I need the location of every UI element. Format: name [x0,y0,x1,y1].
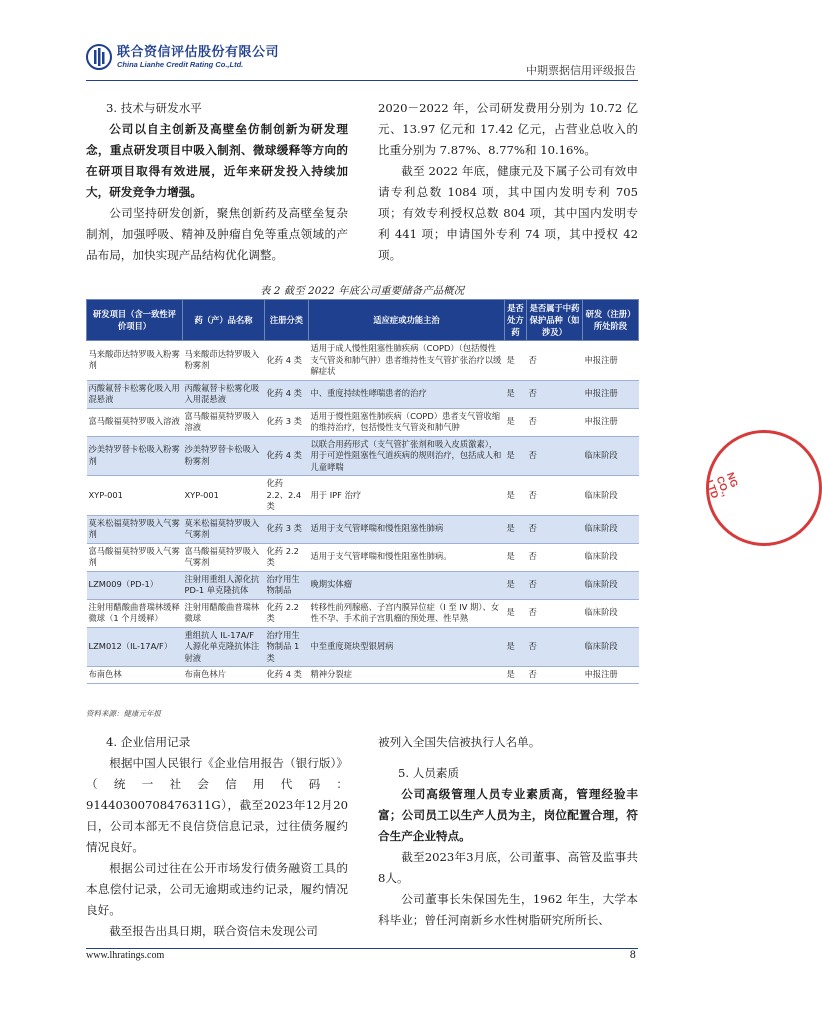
table-row [87,476,639,516]
table-cell: 化药 3 类 [265,515,309,543]
tech-paragraph: 公司坚持研发创新，聚焦创新药及高壁垒复杂制剂，加强呼吸、精神及肿瘤自免等重点领域的产品布局，加快实现产品结构优化调整。 [86,206,348,262]
right-column-bottom [378,732,638,931]
table-cell: 丙酸氟替卡松雾化吸入用混悬液 [183,380,265,408]
rd-expense-paragraph: 2020－2022 年，公司研发费用分别为 10.72 亿元、13.97 亿元和 17.42 亿元，占营业总收入的比重分别为 7.87%、8.77%和 10.16%。 [378,101,638,157]
logo-chinese-name: 联合资信评估股份有限公司 [117,45,280,60]
table-cell: 以联合用药形式（支气管扩张剂和吸入皮质激素），用于可逆性阻塞性气道疾病的规则治疗，包括成人和儿童哮喘 [309,436,505,476]
table-row [87,408,639,436]
footer-divider [86,948,638,949]
table-cell: 丙酸氟替卡松雾化吸入用混悬液 [87,380,183,408]
left-column-bottom [86,732,348,942]
table-cell: 申报注册 [583,380,639,408]
section-heading-credit: 4. 企业信用记录 [106,735,191,749]
table-cell: 是 [505,476,527,516]
table-row [87,380,639,408]
credit-continuation: 被列入全国失信被执行人名单。 [378,735,541,749]
staff-paragraph-1: 截至2023年3月底，公司董事、高管及监事共8人。 [378,850,638,885]
table-cell: 是 [505,408,527,436]
seal-text: NG CO., LTD [703,471,740,501]
table-cell: 精神分裂症 [309,667,505,684]
table-cell: 布南色林 [87,667,183,684]
table-cell: 否 [527,667,583,684]
section-heading-tech: 3. 技术与研发水平 [106,101,202,115]
table-cell: 申报注册 [583,408,639,436]
table-cell: 中至重度斑块型银屑病 [309,627,505,667]
table-cell: 布南色林片 [183,667,265,684]
table-row [87,436,639,476]
table-cell: 马来酸茚达特罗吸入粉雾剂 [183,341,265,381]
table-cell: 富马酸福莫特罗吸入溶液 [183,408,265,436]
table-row [87,667,639,684]
footer-website[interactable]: www.lhratings.com [86,950,165,961]
table-cell: 治疗用生物制品 1 类 [265,627,309,667]
table-cell: 临床阶段 [583,599,639,627]
table-cell: 马来酸茚达特罗吸入粉雾剂 [87,341,183,381]
staff-summary: 公司高级管理人员专业素质高，管理经验丰富；公司员工以生产人员为主，岗位配置合理，符合生产企业特点。 [378,787,638,843]
table-cell: 适用于慢性阻塞性肺疾病（COPD）患者支气管收缩的维持治疗，包括慢性支气管炎和肺气肿 [309,408,505,436]
table-cell: 临床阶段 [583,627,639,667]
table-cell: 注射用醋酸曲普瑞林缓释微球（1 个月缓释） [87,599,183,627]
table-row [87,515,639,543]
table-cell: 重组抗人 IL-17A/F 人源化单克隆抗体注射液 [183,627,265,667]
table-cell: LZM012（IL-17A/F） [87,627,183,667]
table-cell: 临床阶段 [583,543,639,571]
page-number: 8 [629,950,636,961]
table-header-row [87,300,639,341]
table-cell: 莫米松福莫特罗吸入气雾剂 [183,515,265,543]
header-divider [86,80,638,81]
table-row [87,627,639,667]
table-cell: 否 [527,380,583,408]
table-cell: 否 [527,627,583,667]
table-header: 是否处方药 [505,300,527,341]
table-cell: 沙美特罗替卡松吸入粉雾剂 [183,436,265,476]
table-row [87,341,639,381]
table-cell: 临床阶段 [583,515,639,543]
table-source: 资料来源：健康元年报 [86,709,161,718]
table-cell: 转移性前列腺癌、子宫内膜异位症（I 至 IV 期）、女性不孕、手术前子宫肌瘤的预处理、性早熟 [309,599,505,627]
table-body [87,341,639,684]
patent-paragraph: 截至 2022 年底，健康元及下属子公司有效申请专利总数 1084 项，其中国内发明专利 705 项；有效专利授权总数 804 项，其中国内发明专利 441 项；申请国外专利 74 项，其中授权 42 项。 [378,164,638,262]
table-title: 表 2 截至 2022 年底公司重要储备产品概况 [259,285,465,297]
table-cell: 否 [527,515,583,543]
lianhe-logo-icon [86,44,112,70]
table-header: 适应症或功能主治 [309,300,505,341]
table-cell: 是 [505,436,527,476]
table-cell: 是 [505,667,527,684]
table-cell: XYP-001 [87,476,183,516]
table-cell: 晚期实体瘤 [309,571,505,599]
table-cell: 是 [505,380,527,408]
table-cell: 申报注册 [583,341,639,381]
logo-english-name: China Lianhe Credit Rating Co.,Ltd. [117,60,244,69]
table-cell: 化药 3 类 [265,408,309,436]
right-column-top [378,98,638,266]
table-cell: 用于 IPF 治疗 [309,476,505,516]
table-cell: 否 [527,476,583,516]
table-cell: 是 [505,543,527,571]
table-cell: 否 [527,571,583,599]
table-cell: 是 [505,571,527,599]
table-cell: 是 [505,341,527,381]
table-cell: 化药 2.2 类 [265,543,309,571]
table-header: 研发（注册）所处阶段 [583,300,639,341]
table-cell: 否 [527,543,583,571]
table-row [87,543,639,571]
credit-paragraph-3: 截至报告出具日期，联合资信未发现公司 [109,924,318,938]
tech-summary: 公司以自主创新及高壁垒仿制创新为研发理念，重点研发项目中吸入制剂、微球缓释等方向的在研项目取得有效进展，近年来研发投入持续加大，研发竞争力增强。 [86,122,348,199]
report-title: 中期票据信用评级报告 [526,64,636,77]
left-column-top [86,98,348,266]
table-cell: 富马酸福莫特罗吸入气雾剂 [87,543,183,571]
table-header: 药（产）品名称 [183,300,265,341]
table-header: 研发项目（含一致性评价项目） [87,300,183,341]
table-cell: 申报注册 [583,667,639,684]
table-cell: 化药 4 类 [265,341,309,381]
table-cell: 适用于成人慢性阻塞性肺疾病（COPD）（包括慢性支气管炎和肺气肿）患者维持性支气管扩张治疗以缓解症状 [309,341,505,381]
table-cell: 否 [527,341,583,381]
table-cell: 临床阶段 [583,476,639,516]
table-row [87,571,639,599]
table-row [87,599,639,627]
table-cell: 中、重度持续性哮喘患者的治疗 [309,380,505,408]
table-cell: 化药 4 类 [265,380,309,408]
table-header: 注册分类 [265,300,309,341]
credit-paragraph-1: 根据中国人民银行《企业信用报告（银行版）》（统一社会信用代码：91440300708476311G），截至2023年12月20日，公司本部无不良信贷信息记录，过往债务履约情况良好。 [86,756,348,854]
table-cell: 化药 2.2、2.4 类 [265,476,309,516]
table-header: 是否属于中药保护品种（如涉及） [527,300,583,341]
table-cell: 化药 2.2 类 [265,599,309,627]
table-cell: 富马酸福莫特罗吸入溶液 [87,408,183,436]
table-cell: 适用于支气管哮喘和慢性阻塞性肺病 [309,515,505,543]
table-cell: XYP-001 [183,476,265,516]
company-logo [86,44,279,70]
table-cell: 适用于支气管哮喘和慢性阻塞性肺病。 [309,543,505,571]
product-table [86,299,639,684]
credit-paragraph-2: 根据公司过往在公开市场发行债务融资工具的本息偿付记录，公司无逾期或违约记录，履约情况良好。 [86,861,348,917]
table-cell: 是 [505,627,527,667]
table-cell: 否 [527,436,583,476]
table-cell: 莫米松福莫特罗吸入气雾剂 [87,515,183,543]
table-cell: 否 [527,599,583,627]
table-cell: 是 [505,599,527,627]
table-cell: 临床阶段 [583,436,639,476]
table-cell: LZM009（PD-1） [87,571,183,599]
table-cell: 沙美特罗替卡松吸入粉雾剂 [87,436,183,476]
table-cell: 化药 4 类 [265,667,309,684]
table-cell: 注射用重组人源化抗 PD-1 单克隆抗体 [183,571,265,599]
staff-paragraph-2: 公司董事长朱保国先生，1962 年生，大学本科毕业；曾任河南新乡水性树脂研究所所长、 [378,892,638,927]
table-cell: 临床阶段 [583,571,639,599]
table-cell: 是 [505,515,527,543]
table-cell: 否 [527,408,583,436]
table-cell: 治疗用生物制品 [265,571,309,599]
table-cell: 富马酸福莫特罗吸入气雾剂 [183,543,265,571]
table-cell: 注射用醋酸曲普瑞林微球 [183,599,265,627]
table-cell: 化药 4 类 [265,436,309,476]
section-heading-staff: 5. 人员素质 [398,766,460,780]
